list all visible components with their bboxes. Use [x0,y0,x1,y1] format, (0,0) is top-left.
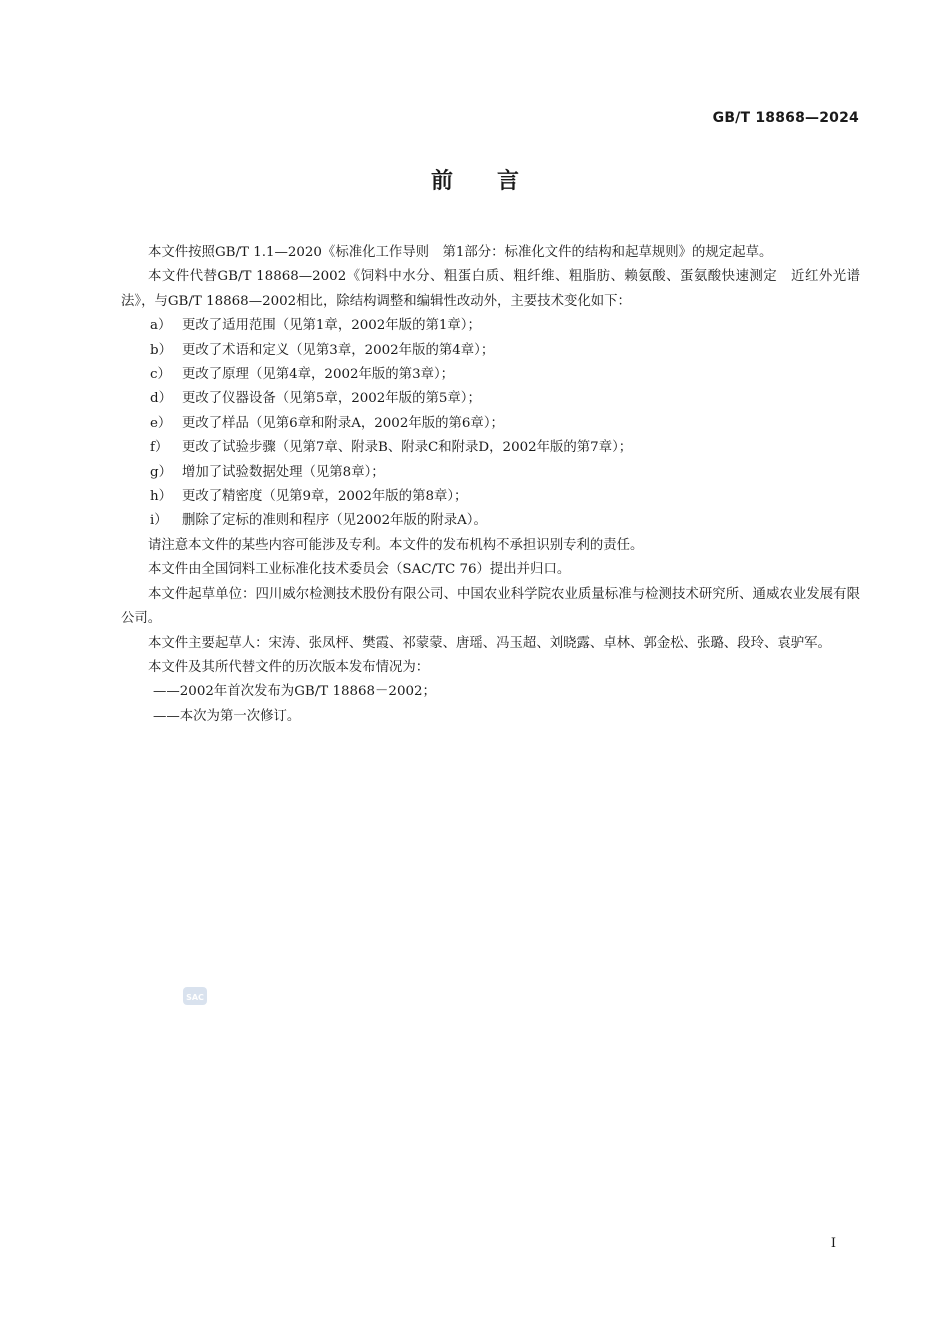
proposer-paragraph: 本文件由全国饲料工业标准化技术委员会（SAC/TC 76）提出并归口。 [148,562,571,578]
list-marker: a） [150,318,172,334]
sac-logo-icon [182,985,208,1007]
list-marker: f） [150,440,169,456]
list-marker: h） [150,489,173,505]
list-text: 更改了精密度（见第9章，2002年版的第8章）； [182,489,468,505]
patent-notice: 请注意本文件的某些内容可能涉及专利。本文件的发布机构不承担识别专利的责任。 [148,537,644,553]
list-item [121,387,860,411]
drafting-units-paragraph: 本文件起草单位：四川威尔检测技术股份有限公司、中国农业科学院农业质量标准与检测技术研究所、通威农业发展有限公司。 [121,586,860,627]
sac-watermark-logo [182,985,208,1007]
changes-list [121,314,860,534]
list-text: 更改了样品（见第6章和附录A，2002年版的第6章）； [182,415,504,431]
list-item [121,314,860,338]
list-item [121,485,860,509]
intro-paragraph-1: 本文件按照GB/T 1.1—2020《标准化工作导则 第1部分：标准化文件的结构和起草规则》的规定起草。 [148,245,773,260]
standard-number: GB/T 18868—2024 [712,110,859,126]
list-item [121,509,860,533]
history-intro: 本文件及其所代替文件的历次版本发布情况为： [148,659,430,675]
list-marker: e） [150,415,172,431]
intro-paragraph-2: 本文件代替GB/T 18868—2002《饲料中水分、粗蛋白质、粗纤维、粗脂肪、赖氨酸、蛋氨酸快速测定 近红外光谱法》，与GB/T 18868—2002相比，除结构调整和编辑性改动外，主要技术变化如下： [121,269,860,309]
history-item: ——2002年首次发布为GB/T 18868－2002； [153,684,436,700]
list-text: 更改了试验步骤（见第7章、附录B、附录C和附录D，2002年版的第7章）； [182,440,633,456]
list-text: 更改了原理（见第4章，2002年版的第3章）； [182,367,455,383]
page-number: I [830,1236,836,1251]
list-item [121,412,860,436]
list-text: 更改了术语和定义（见第3章，2002年版的第4章）； [182,342,495,358]
list-marker: d） [150,391,172,407]
list-marker: i） [150,513,168,529]
list-text: 增加了试验数据处理（见第8章）； [182,464,385,480]
foreword-body [121,241,860,729]
list-item [121,461,860,485]
list-marker: c） [150,367,171,383]
list-item [121,363,860,387]
drafters-paragraph: 本文件主要起草人：宋涛、张凤枰、樊霞、祁蒙蒙、唐瑶、冯玉超、刘晓露、卓林、郭金松、张璐、段玲、袁驴军。 [148,635,831,651]
list-text: 删除了定标的准则和程序（见2002年版的附录A）。 [182,513,487,529]
list-item [121,436,860,460]
list-marker: b） [150,342,172,358]
list-item [121,339,860,363]
list-marker: g） [150,464,172,480]
list-text: 更改了仪器设备（见第5章，2002年版的第5章）； [182,391,481,407]
list-text: 更改了适用范围（见第1章，2002年版的第1章）； [182,318,481,334]
logo-text: SAC [186,993,204,1002]
history-item: ——本次为第一次修订。 [153,708,301,724]
page-title: 前言 [430,169,563,194]
